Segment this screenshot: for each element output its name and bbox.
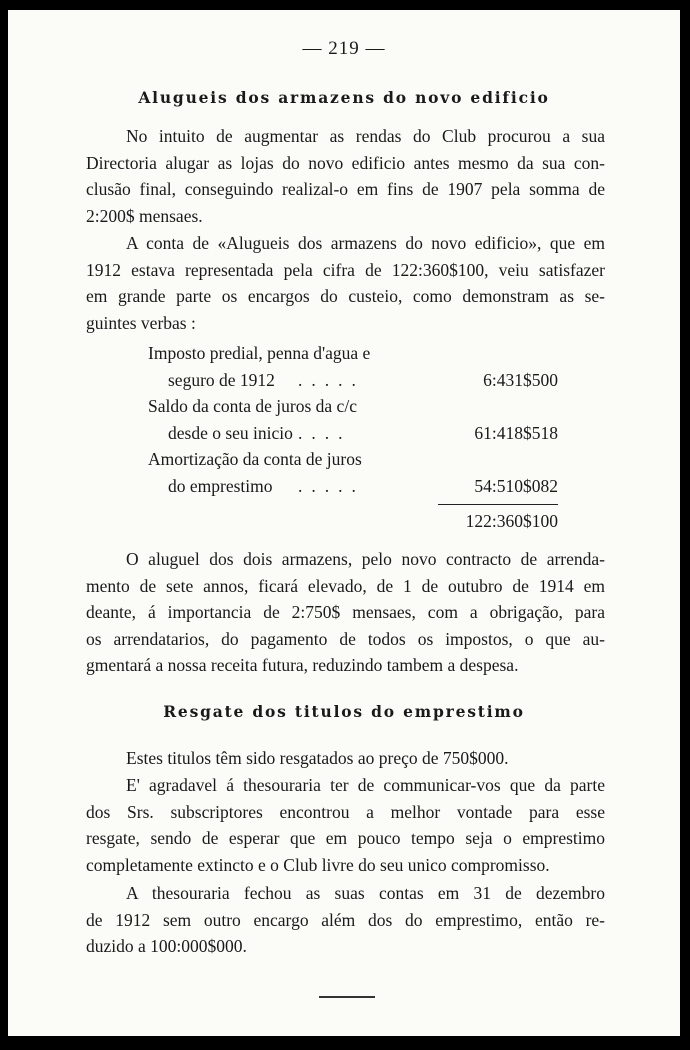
text-line: 1912 estava representada pela cifra de 122:360$100, veiu satisfazer [86,259,605,280]
ledger-amount: 6:431$500 [483,369,558,390]
text-line: No intuito de augmentar as rendas do Club procurou a sua [126,126,605,146]
ledger-item-label: desde o seu inicio [168,422,293,443]
ledger-amount: 61:418$518 [474,422,558,443]
text-line: mento de sete annos, ficará elevado, de 1 de outubro de 1914 em [86,575,605,596]
text-line: gmentará a nossa receita futura, reduzindo tambem a despesa. [86,655,519,676]
paragraph-resgate-thesouraria [86,772,605,878]
paragraph-aluguel-contracto [86,546,605,679]
text-line: A conta de «Alugueis dos armazens do novo edificio», que em [126,233,605,253]
section-heading-resgate: Resgate dos titulos do emprestimo [163,702,525,721]
page-number: — 219 — [302,38,386,59]
ledger-row [128,393,558,420]
text-line: A thesouraria fechou as suas contas em 31 de dezembro [126,883,605,903]
ledger-row [128,367,558,394]
ledger-item-label: Amortização da conta de juros [148,449,362,470]
ledger-row [128,420,558,447]
ledger-leader-dots: .... [298,422,352,443]
ledger-row [128,473,558,500]
text-line: os arrendatarios, do pagamento de todos os impostos, o que au- [86,628,605,649]
text-line: O aluguel dos dois armazens, pelo novo contracto de arrenda- [126,549,605,569]
paragraph-resgate-contas [86,880,605,960]
text-line: dos Srs. subscriptores encontrou a melhor vontade para esse [86,801,605,822]
text-line: Estes titulos têm sido resgatados ao preço de 750$000. [126,748,509,768]
paragraph-resgate-preco [86,745,605,772]
ledger-row [128,340,558,367]
text-line: de 1912 sem outro encargo além dos do emprestimo, então re- [86,909,605,930]
ledger-item-label: seguro de 1912 [168,369,275,390]
text-line: resgate, sendo de esperar que em pouco tempo seja o emprestimo [86,828,605,849]
ledger-leader-dots: ..... [298,475,365,496]
expense-ledger [128,340,558,534]
paragraph-alugueis-conta [86,230,605,336]
ledger-total-row [128,508,558,535]
ledger-row [128,446,558,473]
text-line: 2:200$ mensaes. [86,205,203,226]
section-heading-alugueis: Alugueis dos armazens do novo edificio [138,88,550,107]
text-line: E' agradavel á thesouraria ter de communicar-vos que da parte [126,775,605,795]
ledger-item-label: Imposto predial, penna d'agua e [148,343,371,363]
ledger-item-label: Saldo da conta de juros da c/c [148,396,357,417]
text-line: clusão final, conseguindo realizal-o em fins de 1907 pela somma de [86,179,605,200]
end-rule [319,996,375,998]
text-line: completamente extincto e o Club livre do seu unico compromisso. [86,854,550,875]
text-line: em grande parte os encargos do custeio, como demonstram as se- [86,286,605,307]
paragraph-alugueis-intro [86,123,605,229]
text-line: deante, á importancia de 2:750$ mensaes, com a obrigação, para [86,602,605,623]
ledger-leader-dots: ..... [298,369,365,390]
ledger-item-label: do emprestimo [168,475,273,496]
text-line: Directoria alugar as lojas do novo edificio antes mesmo da sua con- [86,152,605,173]
text-line: duzido a 100:000$000. [86,936,247,957]
ledger-sum-rule [438,504,558,505]
ledger-amount: 54:510$082 [474,475,558,496]
text-line: guintes verbas : [86,312,196,333]
document-page [8,10,680,1036]
ledger-total-amount: 122:360$100 [465,510,558,531]
